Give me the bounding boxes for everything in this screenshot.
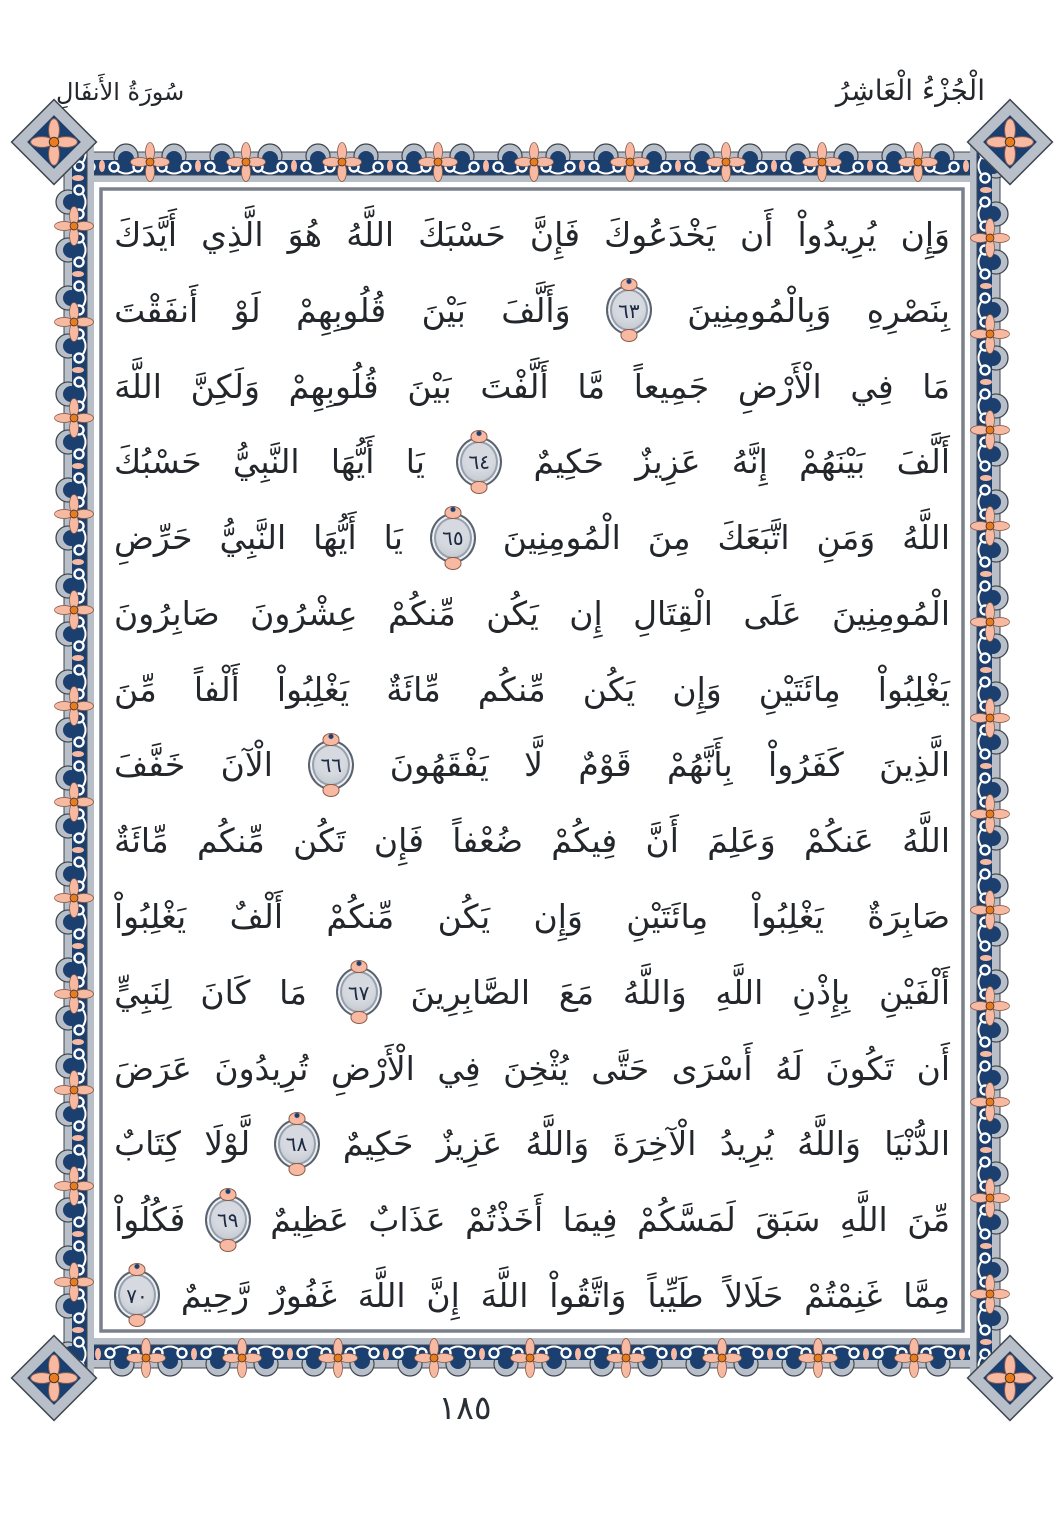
- quran-word: يَكُن: [437, 897, 491, 937]
- quran-word: يَغْلِبُواْ: [751, 897, 824, 937]
- quran-word: الدُّنْيَا: [884, 1124, 950, 1164]
- ayah-number: ٦٦: [320, 753, 343, 778]
- quran-word: مِّائَةٌ: [386, 669, 441, 709]
- ayah-number-badge: [274, 1119, 320, 1169]
- quran-word: أَنَّ: [645, 821, 679, 861]
- quran-word: مِّنَ: [114, 669, 157, 709]
- quran-word: يَغْلِبُواْ: [877, 669, 950, 709]
- quran-word: اللَّهَ: [357, 1275, 406, 1315]
- quran-word: يُرِيدُ: [719, 1124, 774, 1164]
- quran-word: بِأَنَّهُمْ: [667, 745, 733, 785]
- quran-line: [114, 956, 950, 1029]
- quran-word: أَنفَقْتَ: [114, 290, 199, 330]
- quran-word: بَيْنَ: [421, 290, 466, 330]
- quran-word: وَاللَّهُ: [622, 972, 687, 1012]
- ayah-number-badge: [114, 1270, 160, 1320]
- quran-word: وَبِالْمُومِنِينَ: [687, 290, 832, 330]
- quran-word: اتَّبَعَكَ: [717, 518, 790, 558]
- quran-word: مَا: [922, 366, 950, 406]
- quran-word: تُرِيدُونَ: [214, 1048, 309, 1088]
- quran-word: إِنَّ: [426, 1275, 460, 1315]
- quran-word: مِّنكُم: [477, 669, 546, 709]
- quran-word: سَبَقَ: [755, 1200, 821, 1240]
- quran-word: يَغْلِبُواْ: [276, 669, 350, 709]
- quran-word: غَنِمْتُمْ: [804, 1275, 883, 1315]
- quran-word: طَيِّباً: [647, 1275, 704, 1315]
- quran-word: النَّبِيُّ: [232, 442, 300, 482]
- quran-word: الْأَرْضِ: [331, 1048, 415, 1088]
- quran-word: أَيُّهَا: [313, 518, 357, 558]
- ayah-number: ٦٨: [285, 1132, 308, 1157]
- quran-word: بِنَصْرِهِ: [866, 290, 950, 330]
- quran-word: أَيُّهَا: [330, 442, 375, 482]
- ayah-number: ٦٣: [618, 298, 640, 323]
- quran-word: أَن: [739, 215, 774, 254]
- ayah-number: ٦٧: [347, 980, 370, 1005]
- quran-word: فِي: [437, 1048, 481, 1088]
- quran-word: قُلُوبِهِمْ: [296, 290, 387, 330]
- quran-word: أَن: [916, 1048, 950, 1088]
- quran-word: يَفْقَهُونَ: [389, 745, 489, 785]
- quran-word: صَابِرُونَ: [114, 593, 220, 633]
- quran-word: الْأَرْضِ: [737, 366, 822, 406]
- quran-word: وَإِن: [533, 897, 583, 937]
- quran-word: تَكُونَ: [825, 1048, 895, 1088]
- quran-word: حَكِيمٌ: [342, 1124, 414, 1164]
- quran-word: فِي: [850, 366, 894, 406]
- quran-word: الَّذِينَ: [879, 745, 950, 785]
- quran-word: وَإِن: [672, 669, 722, 709]
- ayah-number: ٧٠: [126, 1283, 148, 1308]
- ayah-number: ٦٤: [468, 450, 490, 475]
- quran-word: عِشْرُونَ: [250, 593, 358, 633]
- quran-word: هُوَ: [287, 215, 323, 254]
- quran-word: عَذَابٌ: [368, 1200, 446, 1240]
- quran-word: الْمُومِنِينَ: [502, 518, 621, 558]
- quran-word: أَلْفَيْنِ: [879, 972, 950, 1012]
- quran-word: حَسْبَكَ: [418, 215, 506, 254]
- quran-text-area: [114, 198, 950, 1332]
- quran-word: وَاللَّهُ: [797, 1124, 861, 1164]
- quran-word: اللَّهُ: [346, 215, 395, 254]
- quran-word: مِائَتَيْنِ: [758, 669, 841, 709]
- quran-word: مَا: [279, 972, 307, 1012]
- ayah-number-badge: [430, 513, 476, 563]
- quran-line: [114, 804, 950, 877]
- quran-word: وَمَنِ: [816, 518, 876, 558]
- quran-word: مِائَتَيْنِ: [626, 897, 709, 937]
- quran-word: لَّوْلَا: [204, 1124, 251, 1164]
- quran-word: وَأَلَّفَ: [501, 290, 571, 330]
- quran-word: خَفَّفَ: [114, 745, 186, 785]
- quran-word: أَلَّفْتَ: [480, 366, 549, 406]
- quran-word: اللَّهِ: [715, 972, 764, 1012]
- quran-word: أَيَّدَكَ: [114, 215, 177, 254]
- juz-header: الْجُزْءُ الْعَاشِرُ: [835, 74, 985, 107]
- quran-line: [114, 1032, 950, 1105]
- ayah-number-badge: [308, 740, 354, 790]
- quran-word: وَعَلِمَ: [707, 821, 776, 861]
- quran-word: كَانَ: [200, 972, 251, 1012]
- quran-word: مَعَ: [558, 972, 595, 1012]
- quran-word: الْآخِرَةَ: [612, 1124, 697, 1164]
- ayah-number: ٦٩: [216, 1208, 239, 1233]
- quran-word: اللَّهَ: [114, 366, 162, 406]
- quran-word: حَسْبُكَ: [114, 442, 202, 482]
- quran-word: الَّذِي: [201, 215, 264, 254]
- quran-word: الْقِتَالِ: [633, 593, 713, 633]
- quran-word: إِن: [569, 593, 603, 633]
- quran-word: اللَّهَ: [480, 1275, 529, 1315]
- quran-word: وَإِن: [900, 215, 950, 254]
- quran-word: لِنَبِيٍّ: [114, 972, 172, 1012]
- quran-word: فَإِن: [373, 821, 424, 861]
- quran-word: اللَّهُ: [902, 821, 950, 861]
- quran-word: كَفَرُواْ: [768, 745, 844, 785]
- quran-word: مِّنَ: [907, 1200, 950, 1240]
- ayah-number-badge: [606, 285, 652, 335]
- quran-line: [114, 198, 950, 271]
- quran-line: [114, 425, 950, 498]
- quran-word: فِيكُمْ: [551, 821, 618, 861]
- ayah-number: ٦٥: [442, 526, 464, 551]
- quran-line: [114, 880, 950, 953]
- quran-word: لَوْ: [233, 290, 261, 330]
- quran-word: عَزِيزٌ: [436, 1124, 503, 1164]
- quran-word: كِتَابٌ: [114, 1124, 181, 1164]
- quran-word: لَهُ: [775, 1048, 803, 1088]
- quran-word: بَيْنَ: [407, 366, 452, 406]
- quran-word: ضُعْفاً: [452, 821, 523, 861]
- quran-word: بَيْنَهُمْ: [799, 442, 866, 482]
- quran-line: [114, 728, 950, 801]
- quran-word: جَمِيعاً: [633, 366, 710, 406]
- quran-word: عَنكُمْ: [804, 821, 874, 861]
- quran-word: يَخْدَعُوكَ: [604, 215, 716, 254]
- quran-word: مِّنكُمْ: [326, 897, 395, 937]
- quran-word: الصَّابِرِينَ: [410, 972, 531, 1012]
- quran-line: [114, 1183, 950, 1256]
- quran-word: يُرِيدُواْ: [797, 215, 877, 254]
- quran-word: مِّائَةٌ: [114, 821, 169, 861]
- quran-word: وَاتَّقُواْ: [549, 1275, 627, 1315]
- quran-word: الْمُومِنِينَ: [831, 593, 950, 633]
- quran-word: حَتَّى: [591, 1048, 650, 1088]
- quran-word: يَغْلِبُواْ: [114, 897, 187, 937]
- ayah-number-badge: [456, 437, 502, 487]
- quran-line: [114, 501, 950, 574]
- quran-word: اللَّهُ: [902, 518, 950, 558]
- quran-word: فِيمَا: [562, 1200, 618, 1240]
- quran-word: حَلَالاً: [724, 1275, 784, 1315]
- ayah-number-badge: [336, 967, 382, 1017]
- quran-word: يُثْخِنَ: [503, 1048, 569, 1088]
- quran-word: حَرِّضِ: [114, 518, 193, 558]
- quran-word: أَلْفٌ: [229, 897, 284, 937]
- quran-line: [114, 350, 950, 423]
- quran-word: النَّبِيُّ: [219, 518, 287, 558]
- quran-word: وَاللَّهُ: [525, 1124, 590, 1164]
- page-number: ١٨٥: [438, 1388, 492, 1427]
- quran-word: مِمَّا: [903, 1275, 950, 1315]
- quran-word: مِنَ: [647, 518, 691, 558]
- quran-word: يَكُن: [582, 669, 636, 709]
- quran-word: عَظِيمٌ: [270, 1200, 349, 1240]
- quran-word: يَا: [405, 442, 425, 482]
- quran-word: مَّا: [577, 366, 606, 406]
- quran-word: أَلْفاً: [193, 669, 240, 709]
- quran-word: أَخَذْتُمْ: [465, 1200, 544, 1240]
- quran-word: وَلَكِنَّ: [190, 366, 260, 406]
- quran-line: [114, 577, 950, 650]
- quran-word: فَكُلُواْ: [114, 1200, 186, 1240]
- quran-word: صَابِرَةٌ: [867, 897, 950, 937]
- quran-line: [114, 1259, 950, 1332]
- quran-word: عَرَضَ: [114, 1048, 192, 1088]
- quran-line: [114, 1107, 950, 1180]
- quran-word: أَسْرَى: [671, 1048, 753, 1088]
- quran-word: قُلُوبِهِمْ: [288, 366, 379, 406]
- quran-word: لَّا: [524, 745, 543, 785]
- quran-word: أَلَّفَ: [896, 442, 950, 482]
- surah-header: سُورَةُ الأَنفَالِ: [56, 78, 185, 106]
- quran-word: يَكُن: [486, 593, 539, 633]
- quran-word: يَا: [383, 518, 403, 558]
- ayah-number-badge: [205, 1195, 251, 1245]
- quran-word: تَكُن: [293, 821, 346, 861]
- quran-word: مِّنكُمْ: [388, 593, 456, 633]
- quran-word: فَإِنَّ: [529, 215, 580, 254]
- quran-word: الْآنَ: [220, 745, 273, 785]
- quran-line: [114, 653, 950, 726]
- quran-word: إِنَّهُ: [731, 442, 768, 482]
- quran-word: غَفُورٌ: [269, 1275, 337, 1315]
- quran-word: رَّحِيمٌ: [180, 1275, 250, 1315]
- quran-word: عَلَى: [743, 593, 802, 633]
- quran-word: اللَّهِ: [839, 1200, 888, 1240]
- quran-word: بِإِذْنِ: [792, 972, 851, 1012]
- quran-line: [114, 274, 950, 347]
- quran-word: عَزِيزٌ: [635, 442, 701, 482]
- quran-word: مِّنكُم: [196, 821, 265, 861]
- quran-word: قَوْمٌ: [578, 745, 632, 785]
- quran-word: لَمَسَّكُمْ: [637, 1200, 736, 1240]
- quran-word: حَكِيمٌ: [533, 442, 604, 482]
